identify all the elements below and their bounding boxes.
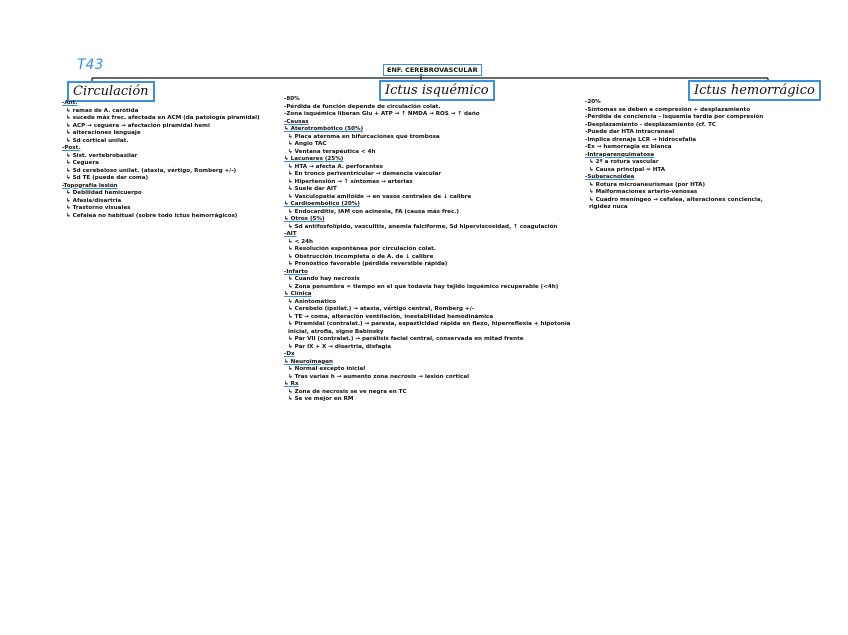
note-line: ↳ Cefalea no habitual (sobre todo ictus hemorrágicos) [66,212,238,219]
note-line: -Zona isquémica liberan Glu + ATP → ↑ NMDA → ROS → ↑ daño [284,111,480,117]
note-heading: ↳ Clínica [284,291,312,297]
note-line: ↳ HTA → afecta A. perforantes [288,163,383,170]
note-line: ↳ Sd cerebeloso unilat. (ataxia, vértigo, Romberg +/-) [66,167,237,174]
note-line: inicial, atrofia, signo Babinsky [288,328,384,335]
note-heading: -Post. [62,145,81,151]
page-number: T43 [77,57,104,73]
note-line: -Pérdida de conciencia - isquemia tardía por compresión [585,114,764,120]
note-line: -Pérdida de función depende de circulación colat. [284,103,441,110]
notes-ictus-hemorragico [585,99,763,212]
note-line: -Síntomas se deben a compresión + desplazamiento [585,106,751,113]
note-heading: -Intraparenquimatosa [585,151,655,158]
note-line: ↳ Cuadro meníngeo → cefalea, alteraciones conciencia, [589,196,763,203]
note-line: -20% [585,99,601,105]
note-line: ↳ Malformaciones arterio-venosas [589,189,698,195]
note-line: ↳ Placa ateroma en bifurcaciones que trombosa [288,133,440,140]
note-line: ↳ sucede más frec. afectada en ACM (da patología piramidal) [66,115,260,121]
note-heading: ↳ Cardioembólico (20%) [284,201,360,207]
note-line: -80% [284,96,300,102]
note-line: ↳ ACP → ceguera → afectación piramidal hemi [66,122,210,129]
note-line: ↳ Debilidad hemicuerpo [66,190,142,196]
note-line: ↳ Zona de necrosis se ve negra en TC [288,388,407,395]
note-heading: ↳ Lacunares (25%) [284,156,344,162]
note-line: ↳ Ceguera [66,160,99,166]
note-line: ↳ Par IX + X → disartria, disfagia [288,343,392,350]
note-line: ↳ Asintomático [288,298,337,305]
note-line: ↳ Angio TAC [288,141,327,147]
note-line: ↳ Tras varias h → aumento zona necrosis → lesión cortical [288,373,470,380]
note-heading: -Subaracnoidea [585,174,635,180]
note-heading: -AIT [284,231,297,237]
note-line: -Implica drenaje LCR → hidrocefalia [585,136,697,143]
note-line: ↳ Ventana terapéutica < 4h [288,148,376,155]
note-heading: -Infarto [284,268,308,275]
note-line: ↳ TE → coma, alteración ventilación, inestabilidad hemodinámica [288,313,494,320]
note-heading: -Ant. [62,100,78,106]
root-node: ENF. CEREBROVASCULAR [383,64,482,76]
note-heading: -Dx [284,351,295,357]
note-line: ↳ Sd antifosfolípido, vasculitis, anemia falciforme, Sd hiperviscosidad, ↑ coagulación [288,223,558,230]
title-ictus-hemorragico: Ictus hemorrágico [688,80,821,101]
note-heading: -Topografía lesión [62,182,118,189]
note-line: ↳ 2ª a rotura vascular [589,159,659,165]
note-line: ↳ Zona penumbra = tiempo en el que todavía hay tejido isquémico recuperable (<4h) [288,283,559,290]
note-line: ↳ Par VII (contralat.) → parálisis facial central, conservada en mitad frente [288,336,524,342]
note-line: -Ex → hemorragia es blanca [585,144,672,150]
note-line: ↳ Piramidal (contralat.) → paresia, espasticidad rápida en flexo, hiperreflexia + hipotonía [288,321,571,327]
note-line: ↳ Pronóstico favorable (pérdida reversible rápida) [288,261,448,267]
note-line: ↳ Normal excepto inicial [288,366,366,372]
note-line: ↳ Obstrucción incompleta o de A. de ↓ calibre [288,253,434,260]
note-heading: -Causas [284,118,309,125]
note-heading: ↳ Aterotrombótico (50%) [284,126,364,132]
note-line: ↳ Trastorno visuales [66,205,131,211]
note-line: ↳ Sd TE (puede dar coma) [66,175,149,181]
note-heading: ↳ Neuroimagen [284,358,333,365]
note-line: ↳ ramas de A. carótida [66,107,139,114]
note-line: ↳ Cerebelo (ipsilat.) → ataxia, vértigo central, Romberg +/- [288,306,474,312]
title-ictus-isquemico: Ictus isquémico [379,80,495,101]
notes-circulacion [62,100,260,220]
note-heading: ↳ Otros (5%) [284,216,325,222]
note-line: ↳ Suele dar AIT [288,186,337,192]
note-line: ↳ Vasculopatía amiloide → en vasos centrales de ↓ calibre [288,193,472,200]
note-line: ↳ Causa principal = HTA [589,166,666,173]
title-circulacion: Circulación [67,81,155,102]
note-line: ↳ Hipertensión → ↑ síntomas → arterias [288,178,413,185]
note-line: ↳ Afasia/disartria [66,197,122,204]
note-line: ↳ Cuando hay necrosis [288,276,360,282]
note-line: ↳ alteraciones lenguaje [66,130,141,136]
note-line: -Puede dar HTA intracraneal [585,129,675,135]
note-line: -Desplazamiento - desplazamiento (cf. TC [585,121,716,128]
note-line: ↳ Sist. vertebrobasilar [66,152,138,159]
note-line: rigidez nuca [589,204,628,210]
note-line: ↳ Rotura microaneurismas (por HTA) [589,181,706,188]
note-line: ↳ En tronco periventricular → demencia vascular [288,171,442,177]
note-line: ↳ Endocarditis, IAM con acinesia, FA (causa más frec.) [288,208,459,215]
note-line: ↳ Se ve mejor en RM [288,396,354,402]
notes-ictus-isquemico [284,96,570,404]
note-line: ↳ Sd cortical unilat. [66,137,129,144]
note-line: ↳ Resolución espontánea por circulación colat. [288,246,436,252]
note-heading: ↳ Rx [284,381,299,387]
note-line: ↳ < 24h [288,238,314,245]
